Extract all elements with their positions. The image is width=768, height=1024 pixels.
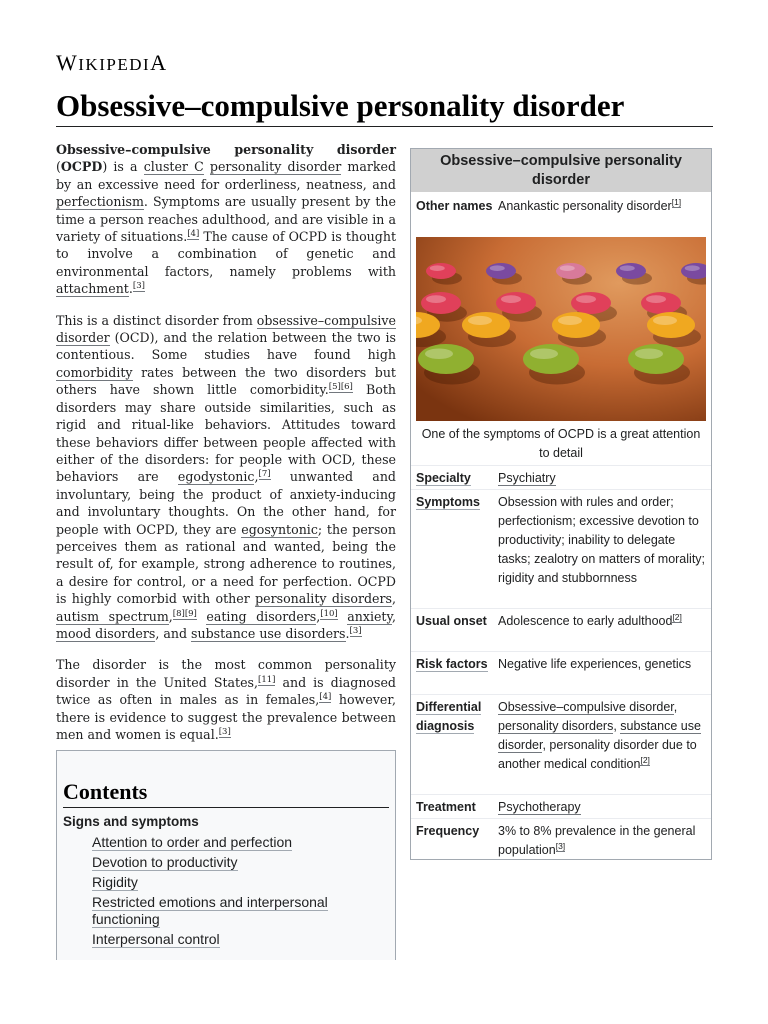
infobox-row-other-names (411, 194, 711, 236)
link-substance-use-disorder[interactable]: substance use disorder (498, 719, 701, 752)
lead-abbr: OCPD (60, 159, 103, 175)
page-title: Obsessive–compulsive personality disorder (56, 86, 713, 127)
ref-2[interactable]: [2] (640, 755, 650, 765)
infobox-label[interactable]: Risk factors (416, 657, 488, 671)
candy-highlight (490, 265, 505, 271)
infobox-value: Negative life experiences, genetics (498, 657, 692, 671)
toc-section-signs-and-symptoms[interactable]: Signs and symptoms (63, 814, 199, 829)
infobox-label: Usual onset (416, 614, 487, 628)
ref-11[interactable]: [11] (258, 674, 276, 685)
candy-tablet (421, 292, 461, 314)
candy-highlight (425, 349, 453, 360)
ref-8-9[interactable]: [8][9] (172, 608, 197, 619)
infobox-row-usual-onset (411, 608, 711, 651)
ref-3[interactable]: [3] (555, 841, 566, 851)
link-comorbidity[interactable]: comorbidity (56, 364, 133, 380)
ref-3[interactable]: [3] (218, 727, 231, 737)
candy-highlight (560, 265, 575, 271)
toc-title: Contents (63, 779, 389, 808)
candy-highlight (468, 316, 492, 325)
candy-highlight (530, 349, 558, 360)
link-personality-disorders[interactable]: personality disorders (255, 591, 392, 607)
toc-item[interactable]: Rigidity (92, 874, 138, 890)
toc-item[interactable]: Attention to order and perfection (92, 834, 293, 850)
candy-tablet (552, 312, 600, 338)
lead-paragraph-3: The disorder is the most common personality disorder in the United States,[11] and is diagnosed twice as often in males as in females,[4] however, there is evidence to suggest the prevalence between men and women is equal.[3] (56, 657, 397, 742)
candy-highlight (646, 295, 666, 303)
infobox-label: Other names (416, 199, 493, 213)
toc-item[interactable]: Devotion to productivity (92, 854, 238, 870)
photo-caption: One of the symptoms of OCPD is a great attention to detail (421, 427, 701, 460)
infobox-row-risk-factors (411, 651, 711, 694)
link-anxiety[interactable]: anxiety (347, 608, 392, 624)
candy-highlight (635, 349, 663, 360)
infobox-label[interactable]: Specialty (416, 471, 471, 485)
lead-term: Obsessive–compulsive personality disorder (56, 142, 396, 157)
link-egosyntonic[interactable]: egosyntonic (241, 521, 318, 537)
infobox-row-symptoms (411, 489, 711, 607)
infobox (410, 148, 712, 860)
infobox-label[interactable]: Symptoms (416, 495, 480, 509)
infobox-value: Anankastic personality disorder[1] (498, 197, 682, 213)
link-personality-disorder[interactable]: personality disorder (209, 159, 342, 175)
candy-highlight (430, 265, 445, 271)
candy-tablet (641, 292, 681, 314)
infobox-row-differential-diagnosis (411, 694, 711, 794)
candy-highlight (576, 295, 596, 303)
link-ocd[interactable]: obsessive–compulsive disorder (56, 312, 396, 346)
link-eating-disorders[interactable]: eating disorders (206, 608, 317, 624)
toc-item[interactable]: Restricted emotions and interpersonal functioning (92, 894, 328, 927)
ref-10[interactable]: [10] (320, 608, 338, 619)
candy-highlight (685, 265, 700, 271)
infobox-row-specialty (411, 465, 711, 489)
link-autism-spectrum[interactable]: autism spectrum (56, 608, 169, 624)
infobox-label: Frequency (416, 824, 480, 838)
candy-tablet (628, 344, 684, 374)
ref-3[interactable]: [3] (349, 625, 362, 636)
ref-1[interactable]: [1] (671, 197, 682, 207)
candy-highlight (653, 316, 677, 325)
candy-tablet (556, 263, 586, 279)
infobox-value: 3% to 8% prevalence in the general population[3] (498, 824, 696, 857)
article-body (56, 141, 396, 757)
candy-tablet (571, 292, 611, 314)
candy-photo-graphic (416, 237, 706, 421)
lead-paragraph-2: This is a distinct disorder from obsessive–compulsive disorder (OCD), and the relation between the two is contentious. Some studies have found high comorbidity rates between the two disorders but others have shown little comorbidity.[5][6] Both disorders may share outside similarities, such as rigid and ritual-like behaviors. Attitudes toward these behaviors differ between people affected with either of the disorders: for people with OCD, these behaviors are egodystonic,[7] unwanted and involuntary, being the product of anxiety-inducing and involuntary thoughts. On the other hand, for people with OCPD, they are egosyntonic; the person perceives them as rational and wanted, being the result of, for example, strong adherence to routines, a desire for control, or a need for perfection. OCPD is highly comorbid with other personality disorders, autism spectrum,[8][9] eating disorders,[10] anxiety, mood disorders, and substance use disorders.[3] (56, 312, 396, 641)
candy-highlight (620, 265, 635, 271)
candy-tablet (486, 263, 516, 279)
ref-5-6[interactable]: [5][6] (328, 382, 353, 393)
link-cluster-c[interactable]: cluster C (143, 159, 204, 175)
link-substance-use-disorders[interactable]: substance use disorders (191, 625, 346, 641)
candy-tablet (496, 292, 536, 314)
link-attachment[interactable]: attachment (56, 281, 129, 297)
ref-7[interactable]: [7] (258, 469, 271, 480)
ref-3[interactable]: [3] (132, 281, 145, 292)
lead-paragraph-1: Obsessive–compulsive personality disorder (OCPD) is a cluster C personality disorder marked by an excessive need for orderliness, neatness, and perfectionism. Symptoms are usually present by the time a person reaches adulthood, and are visible in a variety of situations.[4] The cause of OCPD is thought to involve a combination of genetic and environmental factors, namely problems with attachment.[3] (56, 142, 397, 297)
infobox-value: Obsession with rules and order; perfectionism; excessive devotion to productivity; inability to delegate tasks; zealotry on matters of morality; rigidity and stubbornness (498, 495, 706, 585)
toc-item[interactable]: Interpersonal control (92, 931, 220, 947)
link-psychotherapy[interactable]: Psychotherapy (498, 800, 581, 814)
link-personality-disorders[interactable]: personality disorders (498, 719, 614, 733)
infobox-label[interactable]: Differential diagnosis (416, 700, 482, 733)
infobox-row-treatment (411, 794, 711, 818)
candy-highlight (501, 295, 521, 303)
candy-tablet (418, 344, 474, 374)
ref-4[interactable]: [4] (319, 692, 332, 703)
link-psychiatry[interactable]: Psychiatry (498, 471, 556, 485)
candy-highlight (426, 295, 446, 303)
table-of-contents (56, 750, 396, 960)
link-egodystonic[interactable]: egodystonic (177, 469, 255, 485)
ref-4[interactable]: [4] (187, 229, 200, 240)
infobox-row-frequency (411, 818, 711, 860)
candy-tablet (462, 312, 510, 338)
candy-highlight (558, 316, 582, 325)
infobox-value: Obsessive–compulsive disorder, personality disorders, substance use disorder, personality disorder due to another medical condition[2] (498, 700, 701, 771)
candy-tablet (647, 312, 695, 338)
candy-photo[interactable] (416, 237, 706, 421)
link-ocd[interactable]: Obsessive–compulsive disorder (498, 700, 674, 714)
infobox-label: Treatment (416, 800, 476, 814)
link-perfectionism[interactable]: perfectionism (56, 194, 144, 210)
infobox-value: Adolescence to early adulthood[2] (498, 612, 682, 628)
candy-tablet (426, 263, 456, 279)
infobox-title: Obsessive–compulsive personality disorder (411, 149, 711, 192)
candy-tablet (616, 263, 646, 279)
wikipedia-wordmark[interactable]: WIKIPEDIA (56, 50, 168, 75)
ref-2[interactable]: [2] (672, 612, 682, 622)
link-mood-disorders[interactable]: mood disorders (56, 625, 156, 641)
candy-tablet (523, 344, 579, 374)
